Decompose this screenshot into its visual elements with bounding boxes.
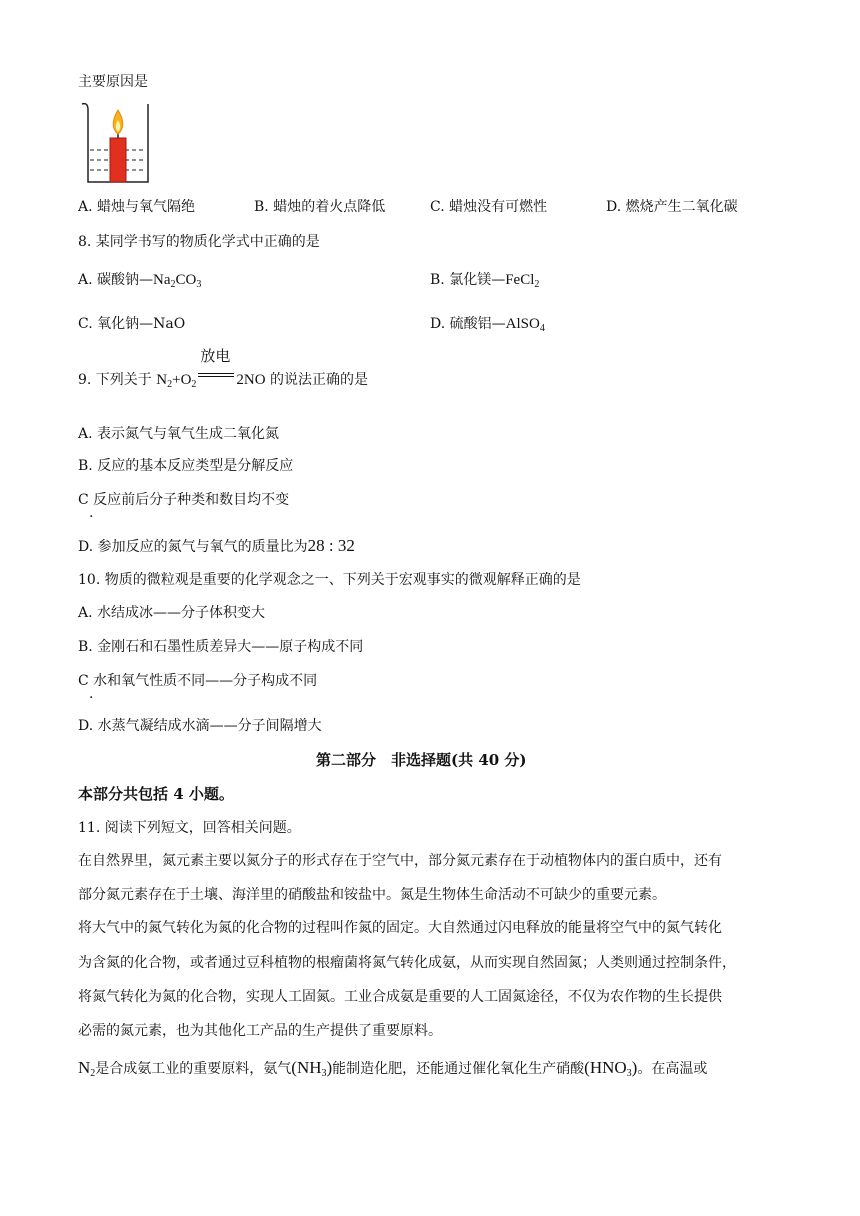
q11-p3-n2: $N_2$: [78, 1058, 96, 1079]
q8-option-c-label: C. 氧化钠—: [78, 316, 154, 332]
q8-option-d-formula: AlSO$_4$: [505, 316, 545, 334]
q11-p2-line3: 将氮气转化为氮的化合物，实现人工固氮。工业合成氨是重要的人工固氮途径，不仅为农作物的生长提供: [78, 989, 722, 1005]
q11-p2-line2: 为含氮的化合物，或者通过豆科植物的根瘤菌将氮气转化成氨，从而实现自然固氮；人类则通过控制条件，: [78, 955, 736, 971]
q11-p2-line4: 必需的氮元素，也为其他化工产品的生产提供了重要原料。: [78, 1023, 442, 1039]
q10-option-b: B. 金刚石和石墨性质差异大——原子构成不同: [78, 639, 364, 655]
q9-equation-product: 2NO: [236, 372, 266, 388]
q8-option-c: [78, 314, 185, 334]
q9-option-a: A. 表示氮气与氧气生成二氧化氮: [78, 426, 280, 442]
q7-stem-tail: 主要原因是: [78, 74, 148, 90]
q9-equation-condition: 放电: [200, 347, 231, 365]
q9-option-d-text: D. 参加反应的氮气与氧气的质量比为: [78, 539, 308, 555]
q8-option-a-formula: $Na_2CO_3$: [153, 272, 202, 290]
q11-p3-mid1: 是合成氨工业的重要原料，氨气: [95, 1061, 292, 1077]
q8-option-d: [430, 314, 545, 339]
q7-option-c: C. 蜡烛没有可燃性: [430, 199, 548, 215]
q8-option-b-formula: FeCl$_2$: [505, 272, 540, 290]
q9-option-c: C 反应前后分子种类和数目均不变: [78, 492, 290, 508]
q11-p1-line1: 在自然界里，氮元素主要以氮分子的形式存在于空气中，部分氮元素存在于动植物体内的蛋白质中，还有: [78, 853, 722, 869]
q9-option-d: [78, 536, 355, 557]
q9-equation-arrow: [196, 347, 236, 384]
q11-stem: 11. 阅读下列短文，回答相关问题。: [78, 820, 301, 836]
q9-option-b: B. 反应的基本反应类型是分解反应: [78, 458, 294, 474]
q10-option-c: C 水和氧气性质不同——分子构成不同: [78, 673, 318, 689]
q8-option-b-label: B. 氯化镁—: [430, 272, 506, 288]
q9-stem: [78, 347, 369, 395]
q11-p3-line1: [78, 1058, 707, 1084]
q9-stem-prefix: 9. 下列关于: [78, 372, 152, 388]
beaker-candle-illustration: [78, 98, 158, 188]
q8-option-a: [78, 270, 201, 295]
q11-p2-line1: 将大气中的氮气转化为氮的化合物的过程叫作氮的固定。大自然通过闪电释放的能量将空气中的氮气转化: [78, 920, 722, 936]
q11-p3-hno3: $(HNO_3)$: [584, 1058, 638, 1079]
q11-p1-line2: 部分氮元素存在于土壤、海洋里的硝酸盐和铵盐中。氮是生物体生命活动不可缺少的重要元素。: [78, 887, 666, 903]
q8-option-b: [430, 270, 539, 295]
q7-option-b: B. 蜡烛的着火点降低: [254, 199, 386, 215]
q7-option-a: A. 蜡烛与氧气隔绝: [78, 199, 196, 215]
part2-note: 本部分共包括 4 小题。: [78, 785, 234, 803]
q9-equation-reactants: $N_2+O_2$: [156, 372, 197, 390]
q10-option-d: D. 水蒸气凝结成水滴——分子间隔增大: [78, 718, 322, 734]
q8-option-c-formula: NaO: [153, 316, 186, 332]
part2-title: 第二部分 非选择题(共 40 分): [316, 751, 527, 769]
q8-stem: 8. 某同学书写的物质化学式中正确的是: [78, 234, 320, 250]
q11-p3-end: 。在高温或: [637, 1061, 708, 1077]
q8-option-d-label: D. 硫酸铝—: [430, 316, 506, 332]
q10-option-a: A. 水结成冰——分子体积变大: [78, 605, 266, 621]
q9-option-c-dot: .: [89, 505, 94, 521]
q8-option-a-label: A. 碳酸钠—: [78, 272, 154, 288]
q11-p3-nh3: $(NH_3)$: [291, 1058, 333, 1079]
q9-stem-suffix: 的说法正确的是: [270, 372, 369, 388]
q7-option-d: D. 燃烧产生二氧化碳: [606, 199, 738, 215]
q10-stem: 10. 物质的微粒观是重要的化学观念之一、下列关于宏观事实的微观解释正确的是: [78, 572, 581, 588]
q10-option-c-dot: .: [89, 686, 94, 702]
q9-option-d-ratio: 28 : 32: [307, 536, 355, 555]
q11-p3-mid2: 能制造化肥，还能通过催化氧化生产硝酸: [332, 1061, 585, 1077]
